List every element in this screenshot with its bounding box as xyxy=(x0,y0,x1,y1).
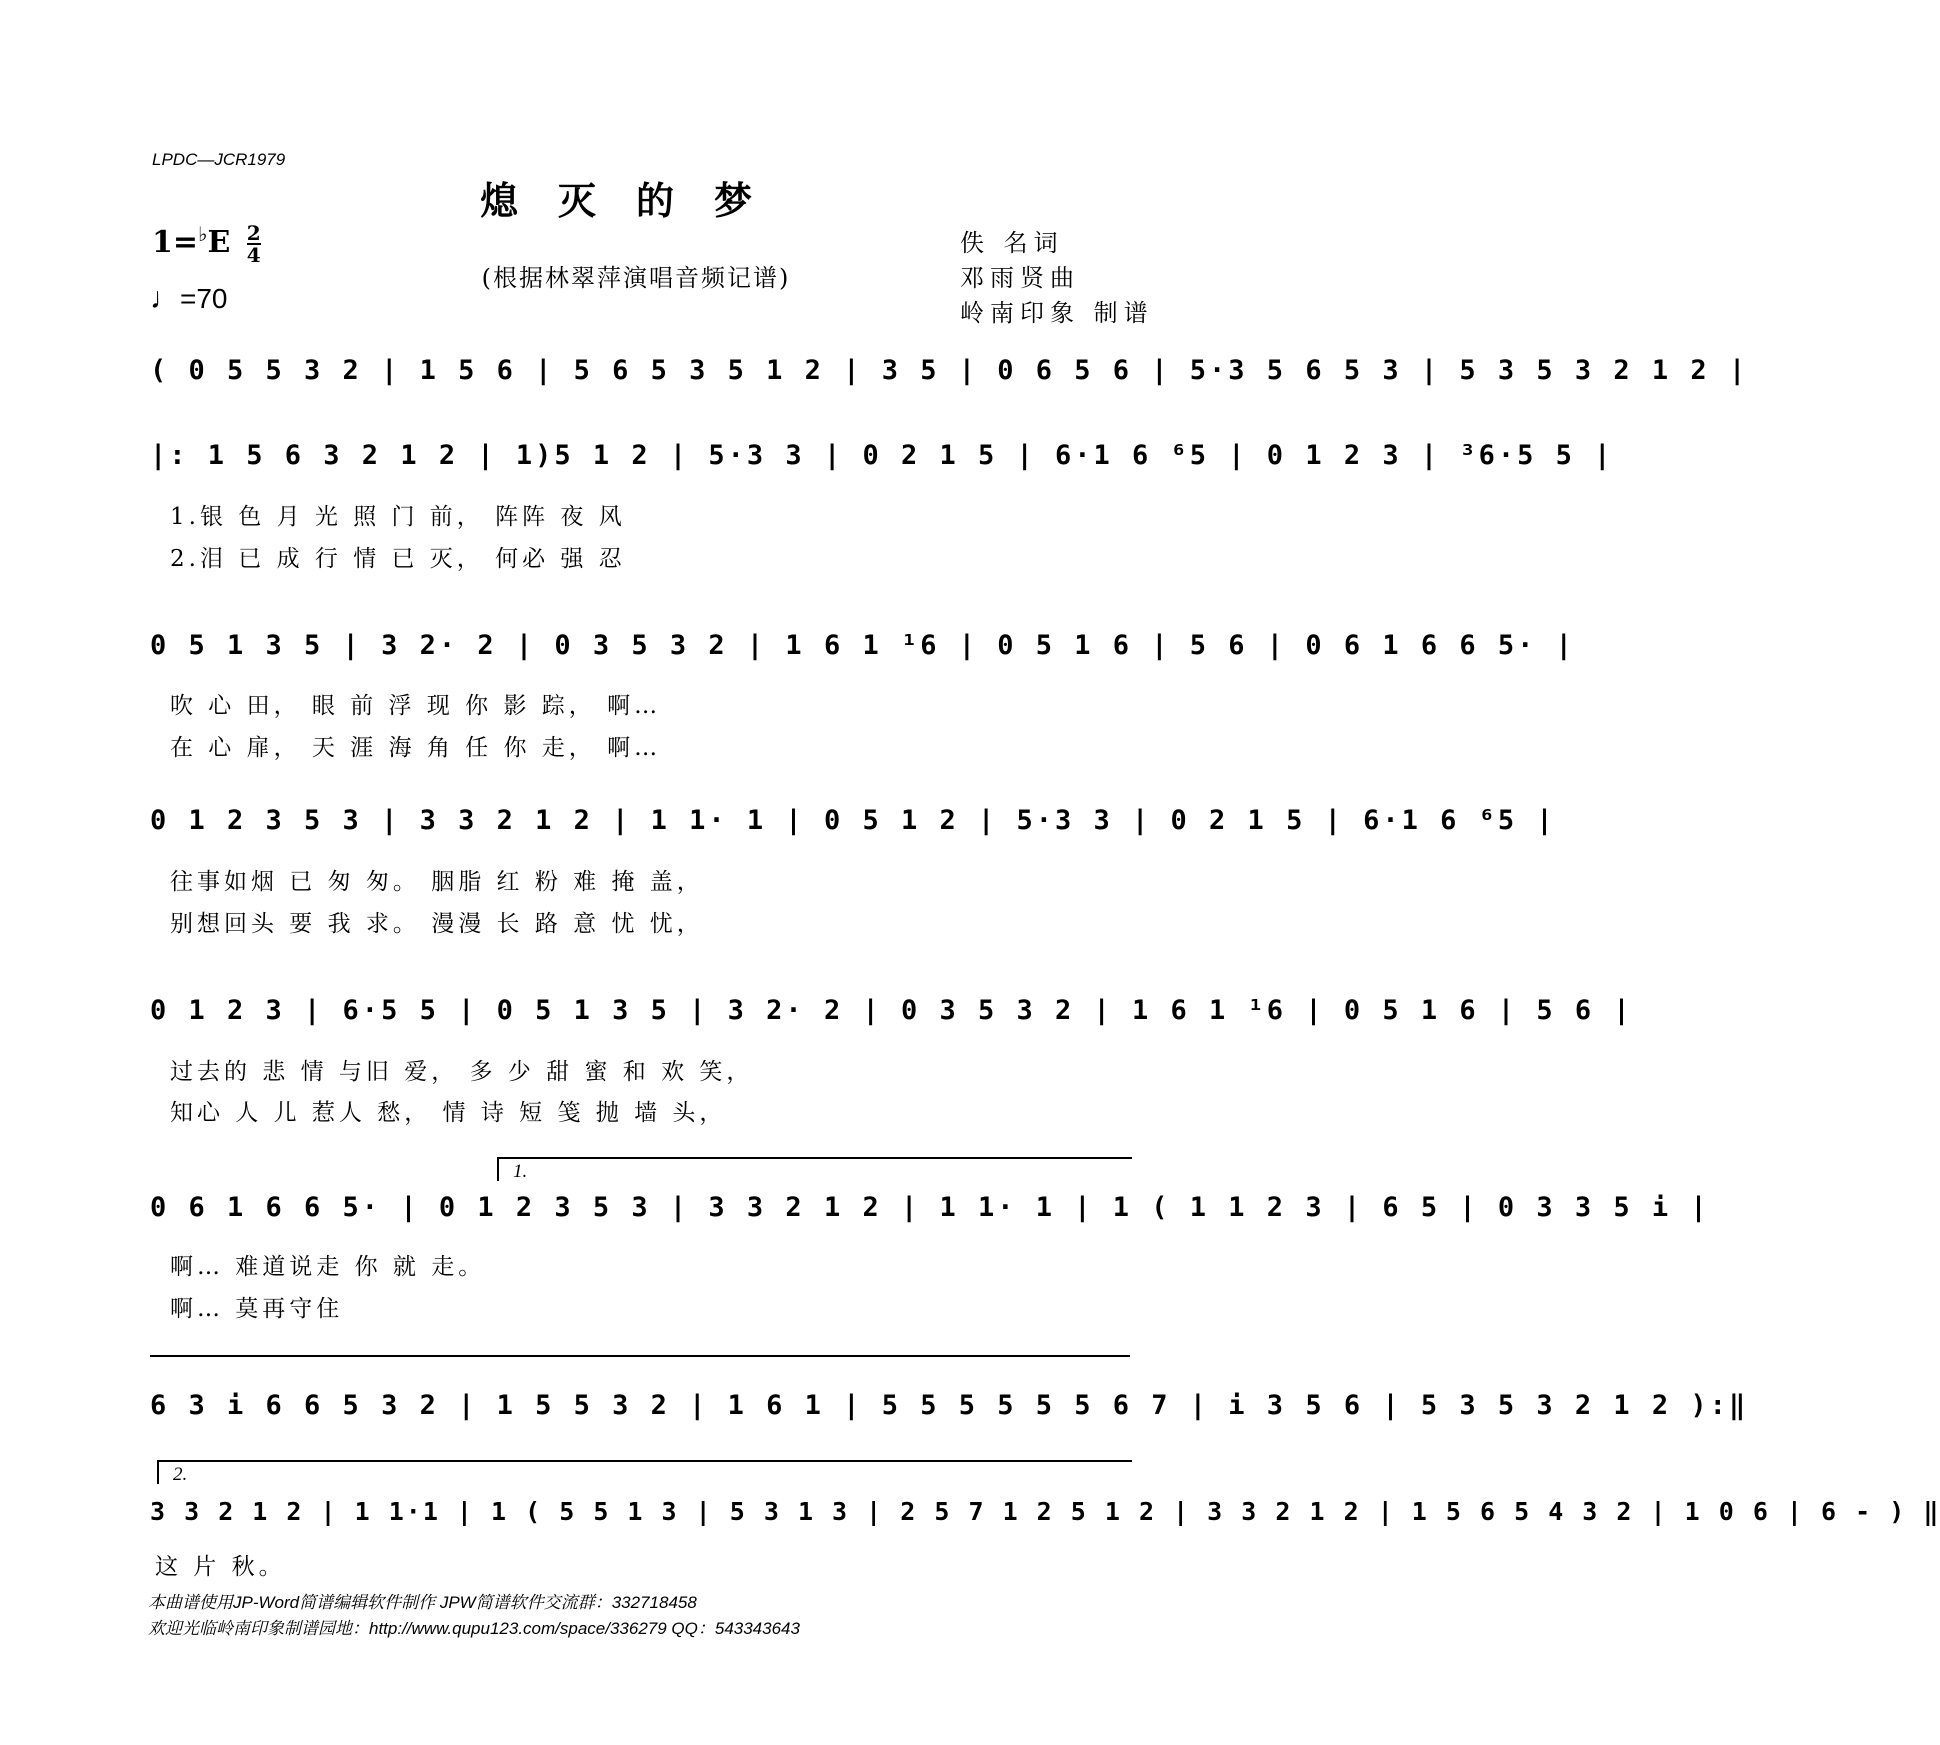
staff-line-7: 6 3 i 6 6 5 3 2 | 1 5 5 3 2 | 1 6 1 | 5 5 5 5 5 5 6 7 | i 3 5 6 | 5 3 5 3 2 1 2 ):‖ xyxy=(150,1390,1749,1421)
lyric-end-line: 这 片 秋。 xyxy=(155,1554,286,1580)
section-separator xyxy=(150,1355,1130,1357)
arranger: 岭南印象 制谱 xyxy=(960,299,1154,327)
staff-line-5: 0 1 2 3 | 6·5 5 | 0 5 1 3 5 | 3 2· 2 | 0 3 5 3 2 | 1 6 1 ¹6 | 0 5 1 6 | 5 6 | xyxy=(150,995,1633,1026)
volta-1 xyxy=(497,1157,1132,1181)
footer-line-2: 欢迎光临岭南印象制谱园地：http://www.qupu123.com/space/336279 QQ：543343643 xyxy=(148,1619,800,1638)
tempo-value: =70 xyxy=(180,283,228,314)
key-prefix: 1= xyxy=(152,225,199,260)
staff-line-8: 3 3 2 1 2 | 1 1·1 | 1 ( 5 5 1 3 | 5 3 1 3 | 2 5 7 1 2 5 1 2 | 3 3 2 1 2 | 1 5 6 5 4 3 2 | 1 0 6 | 6 - ) ‖ xyxy=(150,1497,1940,1526)
lyric-v2-line4: 知心 人 儿 惹人 愁， 情 诗 短 笺 抛 墙 头， xyxy=(170,1100,727,1126)
lyric-v1-line3: 往事如烟 已 匆 匆。 胭脂 红 粉 难 掩 盖， xyxy=(170,869,704,895)
lyric-v2-line1: 2.泪 已 成 行 情 已 灭， 何必 强 忍 xyxy=(170,546,626,572)
footer-line-1: 本曲谱使用JP-Word简谱编辑软件制作 JPW简谱软件交流群：332718458 xyxy=(148,1593,697,1612)
lyric-v2-line5: 啊… 莫再守住 xyxy=(170,1296,344,1322)
lyric-v1-line1: 1.银 色 月 光 照 门 前， 阵阵 夜 风 xyxy=(170,504,626,530)
quarter-note-icon: ♩ xyxy=(150,282,180,315)
flat-sign: ♭ xyxy=(198,222,208,246)
subtitle: (根据林翠萍演唱音频记谱) xyxy=(481,264,791,292)
key-note: E xyxy=(207,225,231,260)
lyric-v1-line5: 啊… 难道说走 你 就 走。 xyxy=(170,1254,486,1280)
page-title: 熄灭的梦 xyxy=(479,178,792,223)
volta-1-label: 1. xyxy=(513,1161,528,1182)
lyricist: 佚 名词 xyxy=(960,229,1064,257)
volta-2 xyxy=(157,1460,1132,1484)
staff-line-3: 0 5 1 3 5 | 3 2· 2 | 0 3 5 3 2 | 1 6 1 ¹6 | 0 5 1 6 | 5 6 | 0 6 1 6 6 5· | xyxy=(150,630,1575,661)
lyric-v2-line3: 别想回头 要 我 求。 漫漫 长 路 意 忧 忧， xyxy=(170,911,704,937)
time-top: 2 xyxy=(246,221,261,245)
composer: 邓雨贤曲 xyxy=(960,264,1080,292)
staff-line-2: |: 1 5 6 3 2 1 2 | 1)5 1 2 | 5·3 3 | 0 2 1 5 | 6·1 6 ⁶5 | 0 1 2 3 | ³6·5 5 | xyxy=(150,440,1614,471)
score-code: LPDC—JCR1979 xyxy=(152,150,286,169)
staff-line-4: 0 1 2 3 5 3 | 3 3 2 1 2 | 1 1· 1 | 0 5 1 2 | 5·3 3 | 0 2 1 5 | 6·1 6 ⁶5 | xyxy=(150,805,1556,836)
volta-2-label: 2. xyxy=(173,1464,188,1485)
time-bottom: 4 xyxy=(246,243,261,267)
lyric-v1-line4: 过去的 悲 情 与旧 爱， 多 少 甜 蜜 和 欢 笑， xyxy=(170,1059,754,1085)
credits xyxy=(960,226,1154,331)
staff-line-6: 0 6 1 6 6 5· | 0 1 2 3 5 3 | 3 3 2 1 2 | 1 1· 1 | 1 ( 1 1 2 3 | 6 5 | 0 3 3 5 i | xyxy=(150,1192,1710,1223)
lyric-v2-line2: 在 心 扉， 天 涯 海 角 任 你 走， 啊… xyxy=(170,735,662,761)
lyric-v1-line2: 吹 心 田， 眼 前 浮 现 你 影 踪， 啊… xyxy=(170,693,662,719)
staff-line-1: ( 0 5 5 3 2 | 1 5 6 | 5 6 5 3 5 1 2 | 3 5 | 0 6 5 6 | 5·3 5 6 5 3 | 5 3 5 3 2 1 2 | xyxy=(150,355,1749,386)
